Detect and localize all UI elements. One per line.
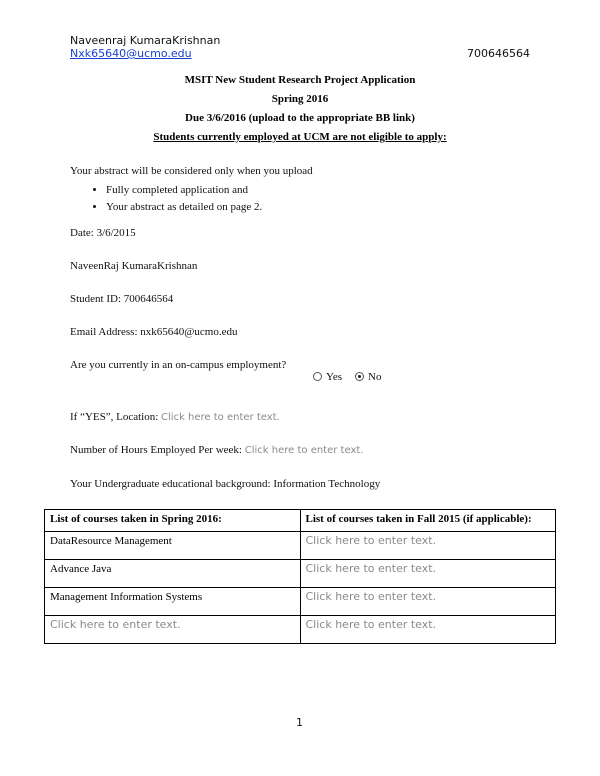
yes-label: Yes (326, 371, 343, 383)
location-row (70, 411, 280, 423)
fall-course-input[interactable]: Click here to enter text. (300, 616, 556, 644)
radio-yes-icon[interactable] (313, 372, 322, 381)
fall-course-input[interactable]: Click here to enter text. (300, 532, 556, 560)
hours-label: Number of Hours Employed Per week: (70, 444, 242, 456)
fall-course-input[interactable]: Click here to enter text. (300, 560, 556, 588)
table-row (45, 560, 556, 588)
intro-text: Your abstract will be considered only when you upload (70, 165, 313, 177)
courses-table (44, 509, 556, 644)
no-label: No (368, 371, 382, 383)
spring-course-input[interactable]: Click here to enter text. (45, 616, 301, 644)
spring-course-cell: Advance Java (45, 560, 301, 588)
undergrad-background: Your Undergraduate educational background: Information Technology (70, 478, 381, 490)
doc-eligibility-note: Students currently employed at UCM are not eligible to apply: (153, 131, 447, 143)
header-email-link[interactable]: Nxk65640@ucmo.edu (70, 47, 192, 60)
list-item: • Your abstract as detailed on page 2. (106, 199, 262, 216)
doc-term: Spring 2016 (271, 93, 329, 105)
spring-course-cell: DataResource Management (45, 532, 301, 560)
employment-question: Are you currently in an on-campus employment? (70, 359, 287, 371)
fall-courses-header: List of courses taken in Fall 2015 (if applicable): (300, 510, 556, 532)
employment-no-option[interactable] (355, 371, 381, 383)
spring-courses-header: List of courses taken in Spring 2016: (45, 510, 301, 532)
location-input[interactable]: Click here to enter text. (161, 412, 280, 423)
header-student-number: 700646564 (467, 47, 530, 60)
table-row (45, 616, 556, 644)
doc-title: MSIT New Student Research Project Application (184, 74, 416, 86)
email-field: Email Address: nxk65640@ucmo.edu (70, 326, 238, 338)
hours-row (70, 444, 363, 456)
page-number: 1 (296, 716, 303, 729)
employment-yes-option[interactable] (313, 371, 342, 383)
hours-input[interactable]: Click here to enter text. (244, 445, 364, 456)
location-label: If “YES”, Location: (70, 411, 159, 423)
name-field: NaveenRaj KumaraKrishnan (70, 260, 198, 272)
list-item: • Fully completed application and (106, 182, 262, 199)
spring-course-cell: Management Information Systems (45, 588, 301, 616)
requirements-list (70, 182, 262, 216)
date-field: Date: 3/6/2015 (70, 227, 136, 239)
doc-due-date: Due 3/6/2016 (upload to the appropriate BB link) (185, 112, 415, 124)
table-row (45, 588, 556, 616)
fall-course-input[interactable]: Click here to enter text. (300, 588, 556, 616)
table-header-row (45, 510, 556, 532)
student-id-field: Student ID: 700646564 (70, 293, 174, 305)
header-name: Naveenraj KumaraKrishnan (70, 34, 221, 47)
table-row (45, 532, 556, 560)
radio-no-selected-icon[interactable] (355, 372, 364, 381)
